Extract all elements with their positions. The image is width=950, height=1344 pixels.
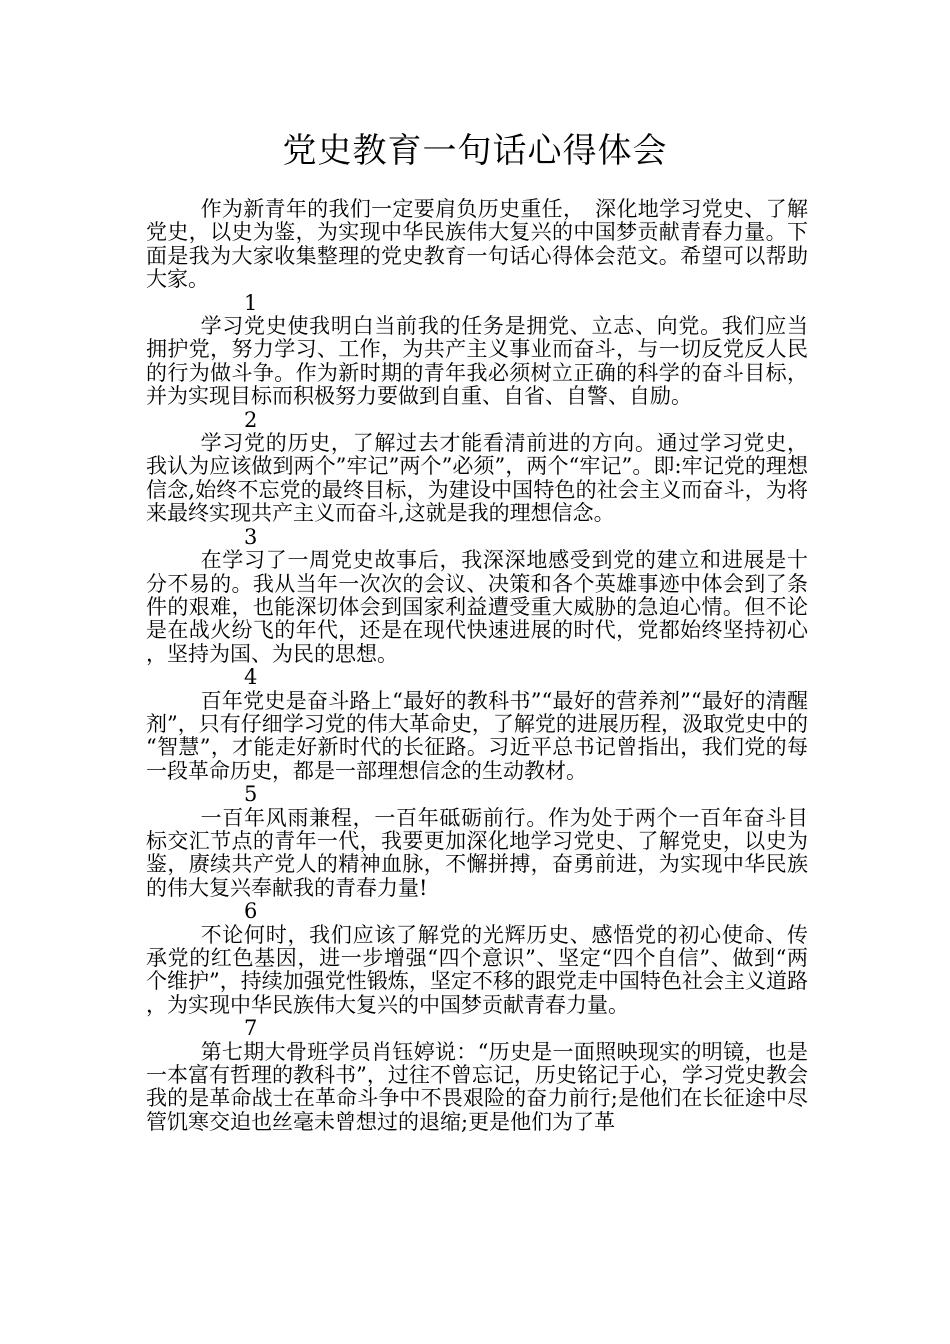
- page-title: 党史教育一句话心得体会: [282, 131, 668, 171]
- section-number: 5: [244, 782, 258, 807]
- section-paragraph: 一百年风雨兼程，一百年砥砺前行。作为处于两个一百年奋斗目标交汇节点的青年一代，我要更加深化地学习党史、了解党史，以史为鉴，赓续共产党人的精神血脉，不懈拼搏，奋勇前进，为实现中华民族的伟大复兴奉献我的青春力量!: [146, 805, 808, 900]
- section-paragraph: 百年党史是奋斗路上“最好的教科书”“最好的营养剂”“最好的清醒剂”，只有仔细学习党的伟大革命史，了解党的进展历程，汲取党史中的“智慧”，才能走好新时代的长征路。习近平总书记曾指出，我们党的每一段革命历史，都是一部理想信念的生动教材。: [146, 688, 808, 783]
- section-paragraph: 第七期大骨班学员肖钰婷说：“历史是一面照映现实的明镜，也是一本富有哲理的教科书”，过往不曾忘记，历史铭记于心，学习党史教会我的是革命战士在革命斗争中不畏艰险的奋力前行;是他们在长征途中尽管饥寒交迫也丝毫未曾想过的退缩;更是他们为了革: [146, 1039, 808, 1134]
- section-paragraph: 在学习了一周党史故事后，我深深地感受到党的建立和进展是十分不易的。我从当年一次次的会议、决策和各个英雄事迹中体会到了条件的艰难，也能深切体会到国家利益遭受重大威胁的急迫心情。但不论是在战火纷飞的年代，还是在现代快速进展的时代，党都始终坚持初心，坚持为国、为民的思想。: [146, 548, 808, 666]
- section-number: 7: [244, 1016, 258, 1041]
- section-number: 1: [244, 290, 258, 315]
- section-paragraph: 学习党的历史，了解过去才能看清前进的方向。通过学习党史，我认为应该做到两个”牢记”两个”必须”，两个“牢记”。即:牢记党的理想信念,始终不忘党的最终目标，为建设中国特色的社会主义而奋斗，为将来最终实现共产主义而奋斗,这就是我的理想信念。: [146, 431, 808, 526]
- section-number: 3: [244, 524, 258, 549]
- section-number: 4: [244, 665, 258, 690]
- section-number: 6: [244, 899, 258, 924]
- intro-paragraph: 作为新青年的我们一定要肩负历史重任， 深化地学习党史、了解党史，以史为鉴，为实现中华民族伟大复兴的中国梦贡献青春力量。下面是我为大家收集整理的党史教育一句话心得体会范文。希望可以帮助大家。: [146, 197, 808, 292]
- section-paragraph: 学习党史使我明白当前我的任务是拥党、立志、向党。我们应当拥护党，努力学习、工作，为共产主义事业而奋斗，与一切反党反人民的行为做斗争。作为新时期的青年我必须树立正确的科学的奋斗目标，并为实现目标而积极努力要做到自重、自省、自警、自励。: [146, 314, 808, 409]
- section-paragraph: 不论何时，我们应该了解党的光辉历史、感悟党的初心使命、传承党的红色基因，进一步增强“四个意识”、坚定“四个自信”、做到“两个维护”，持续加强党性锻炼，坚定不移的跟党走中国特色社会主义道路，为实现中华民族伟大复兴的中国梦贡献青春力量。: [146, 922, 808, 1017]
- section-number: 2: [244, 407, 258, 432]
- document-body: [146, 198, 808, 1134]
